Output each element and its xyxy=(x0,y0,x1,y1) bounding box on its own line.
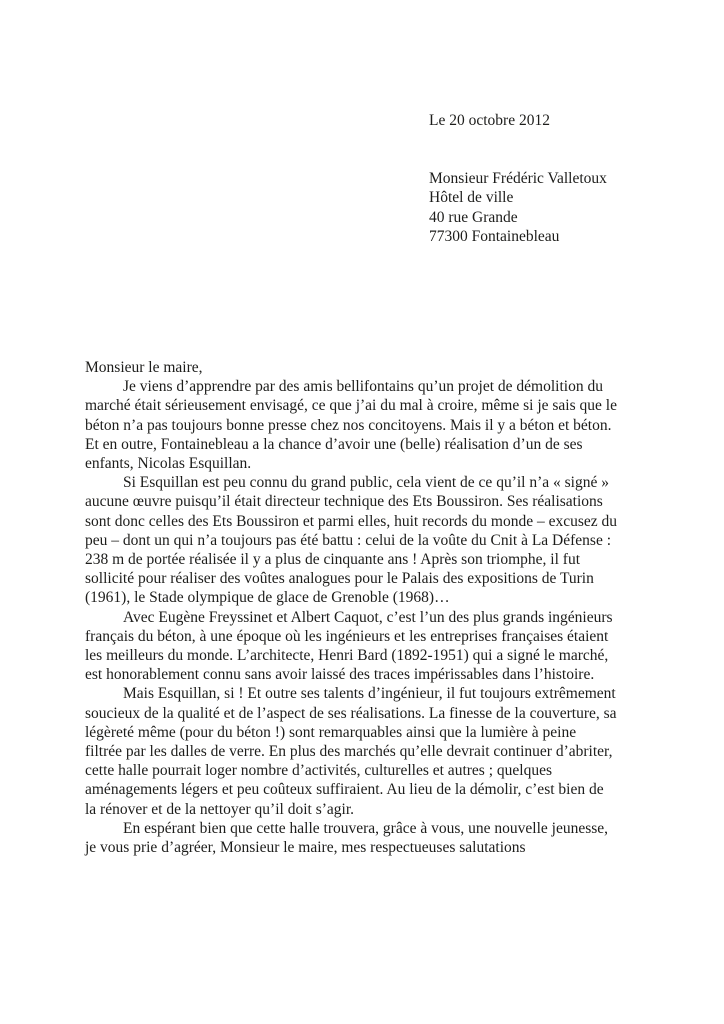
recipient-name: Monsieur Frédéric Valletoux xyxy=(429,170,607,187)
letter-body xyxy=(85,358,650,857)
recipient-address-line: 40 rue Grande xyxy=(429,208,518,226)
paragraph xyxy=(85,473,650,607)
letter-line: Mais Esquillan, si ! Et outre ses talents d’ingénieur, il fut toujours extrêmement xyxy=(123,685,616,703)
letter-line: filtrée par les dalles de verre. En plus des marchés qu’elle devrait continuer d’abriter, xyxy=(85,743,613,761)
letter-line: En espérant bien que cette halle trouvera, grâce à vous, une nouvelle jeunesse, xyxy=(123,819,609,837)
salutation: Monsieur le maire, xyxy=(85,359,203,376)
letter-date: Le 20 octobre 2012 xyxy=(429,112,550,129)
letter-line: aucune œuvre puisqu’il était directeur technique des Ets Boussiron. Ses réalisations xyxy=(85,493,603,511)
letter-line: français du béton, à une époque où les ingénieurs et les entreprises françaises étaient xyxy=(85,627,609,645)
letter-line: soucieux de la qualité et de l’aspect de ses réalisations. La finesse de la couverture, sa xyxy=(85,704,617,722)
letter-line: les meilleurs du monde. L’architecte, Henri Bard (1892-1951) qui a signé le marché, xyxy=(85,647,609,665)
letter-line: sont donc celles des Ets Boussiron et parmi elles, huit records du monde – excusez du xyxy=(85,512,618,530)
recipient-address-line: 77300 Fontainebleau xyxy=(429,228,560,246)
paragraph xyxy=(85,608,650,685)
paragraph xyxy=(85,377,650,473)
letter-line: légèreté même (pour du béton !) sont remarquables ainsi que la lumière à peine xyxy=(85,723,577,741)
letter-line: béton n’a pas toujours bonne presse chez nos concitoyens. Mais il y a béton et béton. xyxy=(85,416,612,434)
letter-line: Je viens d’apprendre par des amis bellifontains qu’un projet de démolition du xyxy=(123,378,603,396)
recipient-address-line: Hôtel de ville xyxy=(429,189,514,207)
letter-line: enfants, Nicolas Esquillan. xyxy=(85,455,252,473)
letter-line: Et en outre, Fontainebleau a la chance d’avoir une (belle) réalisation d’un de ses xyxy=(85,435,583,453)
letter-line: Si Esquillan est peu connu du grand public, cela vient de ce qu’il n’a « signé » xyxy=(123,474,609,492)
letter-line: aménagements légers et peu coûteux suffiraient. Au lieu de la démolir, c’est bien de xyxy=(85,781,604,799)
letter-line: je vous prie d’agréer, Monsieur le maire, mes respectueuses salutations xyxy=(85,839,526,857)
letter-line: sollicité pour réaliser des voûtes analogues pour le Palais des expositions de Turin xyxy=(85,570,594,588)
paragraph xyxy=(85,819,650,857)
recipient-address-block xyxy=(429,169,607,247)
letter-line: la rénover et de la nettoyer qu’il doit s’agir. xyxy=(85,800,355,818)
letter-line: (1961), le Stade olympique de glace de Grenoble (1968)… xyxy=(85,589,450,607)
letter-line: 238 m de portée réalisée il y a plus de cinquante ans ! Après son triomphe, il fut xyxy=(85,551,581,569)
letter-line: est honorablement connu sans avoir laissé des traces impérissables dans l’histoire. xyxy=(85,666,595,684)
paragraph xyxy=(85,684,650,818)
letter-line: Avec Eugène Freyssinet et Albert Caquot, c’est l’un des plus grands ingénieurs xyxy=(123,608,613,626)
letter-line: marché était sérieusement envisagé, ce que j’ai du mal à croire, même si je sais que le xyxy=(85,397,617,415)
letter-line: peu – dont un qui n’a toujours pas été battu : celui de la voûte du Cnit à La Défense : xyxy=(85,531,612,549)
letter-line: cette halle pourrait loger nombre d’activités, culturelles et autres ; quelques xyxy=(85,762,552,780)
